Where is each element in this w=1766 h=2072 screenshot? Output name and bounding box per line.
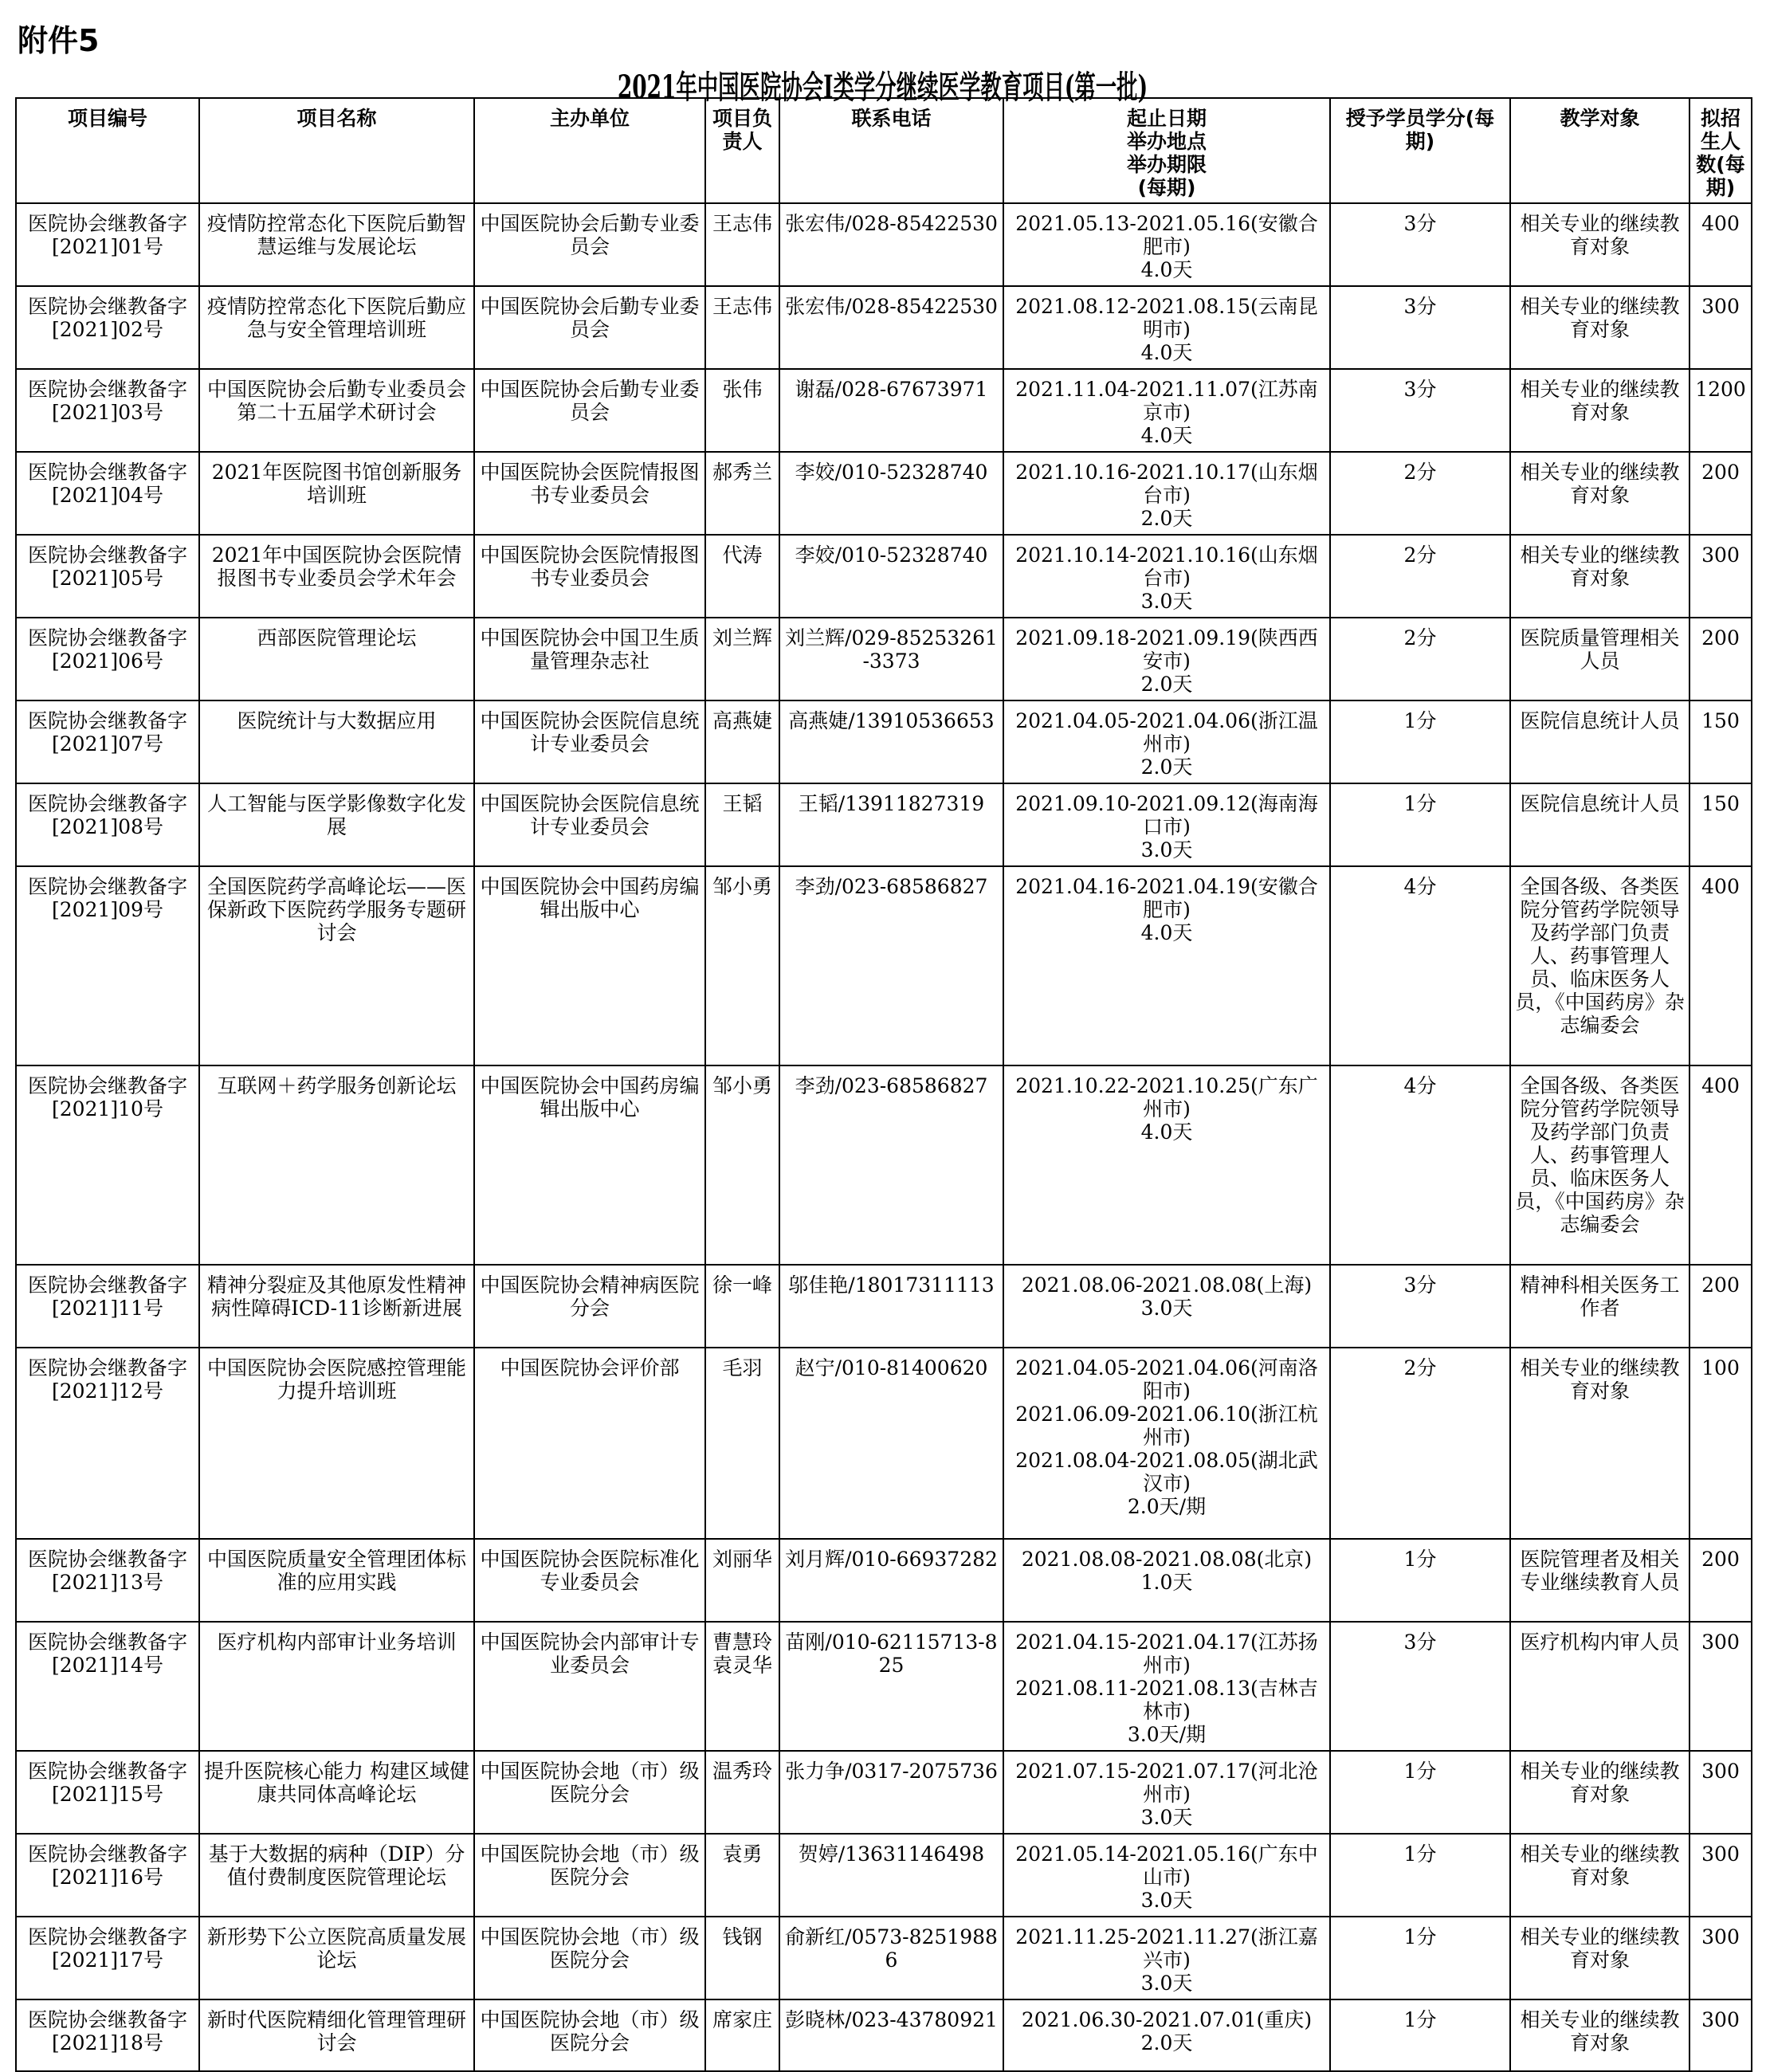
cell-dates: 2021.06.30-2021.07.01(重庆) 2.0天 (1003, 1999, 1330, 2071)
cell-leader: 刘丽华 (705, 1539, 779, 1622)
cell-name: 人工智能与医学影像数字化发展 (199, 783, 474, 866)
cell-organizer: 中国医院协会地（市）级医院分会 (474, 1834, 705, 1917)
table-row (16, 1539, 1752, 1622)
cell-dates: 2021.11.04-2021.11.07(江苏南京市) 4.0天 (1003, 369, 1330, 452)
cell-leader: 邹小勇 (705, 866, 779, 1065)
cell-target: 医疗机构内审人员 (1510, 1622, 1689, 1751)
header-name: 项目名称 (199, 98, 474, 203)
cell-code: 医院协会继教备字[2021]08号 (16, 783, 199, 866)
cell-dates: 2021.08.08-2021.08.08(北京) 1.0天 (1003, 1539, 1330, 1622)
cell-name: 全国医院药学高峰论坛——医保新政下医院药学服务专题研讨会 (199, 866, 474, 1065)
cell-phone: 张力争/0317-2075736 (779, 1751, 1003, 1834)
cell-credits: 1分 (1330, 1751, 1510, 1834)
cell-dates: 2021.08.12-2021.08.15(云南昆明市) 4.0天 (1003, 286, 1330, 369)
table-row (16, 1751, 1752, 1834)
cell-credits: 4分 (1330, 866, 1510, 1065)
cell-organizer: 中国医院协会医院情报图书专业委员会 (474, 535, 705, 618)
cell-code: 医院协会继教备字[2021]05号 (16, 535, 199, 618)
cell-enroll: 300 (1689, 1999, 1752, 2071)
cell-leader: 邹小勇 (705, 1065, 779, 1265)
cell-phone: 刘兰辉/029-85253261-3373 (779, 618, 1003, 700)
cell-organizer: 中国医院协会地（市）级医院分会 (474, 1999, 705, 2071)
cell-name: 中国医院协会后勤专业委员会第二十五届学术研讨会 (199, 369, 474, 452)
cell-dates: 2021.04.15-2021.04.17(江苏扬州市) 2021.08.11-2021.08.13(吉林吉林市) 3.0天/期 (1003, 1622, 1330, 1751)
cell-code: 医院协会继教备字[2021]09号 (16, 866, 199, 1065)
cell-name: 医疗机构内部审计业务培训 (199, 1622, 474, 1751)
cell-enroll: 150 (1689, 783, 1752, 866)
cell-dates: 2021.10.14-2021.10.16(山东烟台市) 3.0天 (1003, 535, 1330, 618)
cell-code: 医院协会继教备字[2021]01号 (16, 203, 199, 286)
table-row (16, 452, 1752, 535)
cell-credits: 1分 (1330, 1834, 1510, 1917)
cell-target: 相关专业的继续教育对象 (1510, 1348, 1689, 1539)
cell-dates: 2021.11.25-2021.11.27(浙江嘉兴市) 3.0天 (1003, 1917, 1330, 1999)
table-row (16, 1999, 1752, 2071)
cell-phone: 赵宁/010-81400620 (779, 1348, 1003, 1539)
cell-target: 医院信息统计人员 (1510, 783, 1689, 866)
cell-organizer: 中国医院协会精神病医院分会 (474, 1265, 705, 1348)
table-row (16, 286, 1752, 369)
header-phone: 联系电话 (779, 98, 1003, 203)
cell-organizer: 中国医院协会医院信息统计专业委员会 (474, 700, 705, 783)
cell-name: 新形势下公立医院高质量发展论坛 (199, 1917, 474, 1999)
cell-organizer: 中国医院协会医院标准化专业委员会 (474, 1539, 705, 1622)
table-row (16, 700, 1752, 783)
table-row (16, 1348, 1752, 1539)
cell-organizer: 中国医院协会后勤专业委员会 (474, 203, 705, 286)
cell-credits: 3分 (1330, 1622, 1510, 1751)
cell-dates: 2021.04.05-2021.04.06(河南洛阳市) 2021.06.09-2021.06.10(浙江杭州市) 2021.08.04-2021.08.05(湖北武汉市) 2.0天/期 (1003, 1348, 1330, 1539)
cell-phone: 李劲/023-68586827 (779, 1065, 1003, 1265)
cell-phone: 贺婷/13631146498 (779, 1834, 1003, 1917)
cell-organizer: 中国医院协会医院信息统计专业委员会 (474, 783, 705, 866)
cell-dates: 2021.05.13-2021.05.16(安徽合肥市) 4.0天 (1003, 203, 1330, 286)
header-dates: 起止日期 举办地点 举办期限 (每期) (1003, 98, 1330, 203)
table-row (16, 1065, 1752, 1265)
attachment-label: 附件5 (18, 23, 100, 58)
project-table (15, 97, 1752, 2072)
cell-code: 医院协会继教备字[2021]17号 (16, 1917, 199, 1999)
document-title: 2021年中国医院协会I类学分继续医学教育项目(第一批) (617, 69, 1148, 106)
cell-phone: 刘月辉/010-66937282 (779, 1539, 1003, 1622)
cell-name: 西部医院管理论坛 (199, 618, 474, 700)
cell-organizer: 中国医院协会后勤专业委员会 (474, 369, 705, 452)
header-enroll: 拟招生人数(每期) (1689, 98, 1752, 203)
cell-target: 医院质量管理相关人员 (1510, 618, 1689, 700)
cell-code: 医院协会继教备字[2021]15号 (16, 1751, 199, 1834)
cell-name: 医院统计与大数据应用 (199, 700, 474, 783)
cell-code: 医院协会继教备字[2021]18号 (16, 1999, 199, 2071)
table-row (16, 618, 1752, 700)
cell-enroll: 1200 (1689, 369, 1752, 452)
cell-enroll: 100 (1689, 1348, 1752, 1539)
cell-leader: 王志伟 (705, 203, 779, 286)
cell-code: 医院协会继教备字[2021]11号 (16, 1265, 199, 1348)
cell-enroll: 150 (1689, 700, 1752, 783)
cell-target: 相关专业的继续教育对象 (1510, 1751, 1689, 1834)
cell-credits: 1分 (1330, 1539, 1510, 1622)
cell-enroll: 400 (1689, 203, 1752, 286)
cell-leader: 曹慧玲袁灵华 (705, 1622, 779, 1751)
cell-name: 新时代医院精细化管理管理研讨会 (199, 1999, 474, 2071)
cell-phone: 李姣/010-52328740 (779, 452, 1003, 535)
cell-code: 医院协会继教备字[2021]16号 (16, 1834, 199, 1917)
cell-organizer: 中国医院协会内部审计专业委员会 (474, 1622, 705, 1751)
cell-dates: 2021.07.15-2021.07.17(河北沧州市) 3.0天 (1003, 1751, 1330, 1834)
table-row (16, 783, 1752, 866)
cell-dates: 2021.05.14-2021.05.16(广东中山市) 3.0天 (1003, 1834, 1330, 1917)
cell-enroll: 200 (1689, 1539, 1752, 1622)
cell-enroll: 200 (1689, 618, 1752, 700)
cell-dates: 2021.08.06-2021.08.08(上海) 3.0天 (1003, 1265, 1330, 1348)
cell-enroll: 300 (1689, 1751, 1752, 1834)
cell-leader: 张伟 (705, 369, 779, 452)
table-row (16, 535, 1752, 618)
cell-enroll: 300 (1689, 1834, 1752, 1917)
cell-target: 相关专业的继续教育对象 (1510, 452, 1689, 535)
cell-dates: 2021.10.16-2021.10.17(山东烟台市) 2.0天 (1003, 452, 1330, 535)
cell-name: 提升医院核心能力 构建区域健康共同体高峰论坛 (199, 1751, 474, 1834)
cell-code: 医院协会继教备字[2021]07号 (16, 700, 199, 783)
cell-enroll: 300 (1689, 535, 1752, 618)
table-body (16, 203, 1752, 2071)
cell-name: 互联网＋药学服务创新论坛 (199, 1065, 474, 1265)
cell-name: 中国医院质量安全管理团体标准的应用实践 (199, 1539, 474, 1622)
cell-name: 基于大数据的病种（DIP）分值付费制度医院管理论坛 (199, 1834, 474, 1917)
cell-credits: 2分 (1330, 535, 1510, 618)
cell-organizer: 中国医院协会中国卫生质量管理杂志社 (474, 618, 705, 700)
cell-code: 医院协会继教备字[2021]03号 (16, 369, 199, 452)
cell-phone: 邬佳艳/18017311113 (779, 1265, 1003, 1348)
cell-enroll: 300 (1689, 1622, 1752, 1751)
cell-target: 相关专业的继续教育对象 (1510, 1834, 1689, 1917)
cell-leader: 王韬 (705, 783, 779, 866)
cell-leader: 高燕婕 (705, 700, 779, 783)
cell-code: 医院协会继教备字[2021]06号 (16, 618, 199, 700)
cell-name: 2021年医院图书馆创新服务培训班 (199, 452, 474, 535)
cell-leader: 代涛 (705, 535, 779, 618)
cell-target: 医院管理者及相关专业继续教育人员 (1510, 1539, 1689, 1622)
cell-leader: 郝秀兰 (705, 452, 779, 535)
cell-phone: 彭晓林/023-43780921 (779, 1999, 1003, 2071)
cell-organizer: 中国医院协会地（市）级医院分会 (474, 1751, 705, 1834)
header-leader: 项目负责人 (705, 98, 779, 203)
cell-name: 疫情防控常态化下医院后勤智慧运维与发展论坛 (199, 203, 474, 286)
cell-leader: 毛羽 (705, 1348, 779, 1539)
cell-credits: 3分 (1330, 1265, 1510, 1348)
cell-leader: 席家庄 (705, 1999, 779, 2071)
cell-phone: 张宏伟/028-85422530 (779, 203, 1003, 286)
cell-credits: 1分 (1330, 700, 1510, 783)
cell-organizer: 中国医院协会地（市）级医院分会 (474, 1917, 705, 1999)
cell-leader: 钱钢 (705, 1917, 779, 1999)
cell-organizer: 中国医院协会医院情报图书专业委员会 (474, 452, 705, 535)
cell-name: 2021年中国医院协会医院情报图书专业委员会学术年会 (199, 535, 474, 618)
cell-target: 相关专业的继续教育对象 (1510, 535, 1689, 618)
cell-code: 医院协会继教备字[2021]12号 (16, 1348, 199, 1539)
table-row (16, 1265, 1752, 1348)
cell-target: 全国各级、各类医院分管药学院领导及药学部门负责人、药事管理人员、临床医务人员，《中国药房》杂志编委会 (1510, 866, 1689, 1065)
cell-name: 疫情防控常态化下医院后勤应急与安全管理培训班 (199, 286, 474, 369)
cell-dates: 2021.09.18-2021.09.19(陕西西安市) 2.0天 (1003, 618, 1330, 700)
cell-credits: 3分 (1330, 203, 1510, 286)
cell-target: 相关专业的继续教育对象 (1510, 369, 1689, 452)
cell-phone: 王韬/13911827319 (779, 783, 1003, 866)
table-row (16, 866, 1752, 1065)
cell-phone: 俞新红/0573-82519886 (779, 1917, 1003, 1999)
cell-phone: 高燕婕/13910536653 (779, 700, 1003, 783)
cell-organizer: 中国医院协会评价部 (474, 1348, 705, 1539)
cell-dates: 2021.04.05-2021.04.06(浙江温州市) 2.0天 (1003, 700, 1330, 783)
cell-leader: 刘兰辉 (705, 618, 779, 700)
cell-target: 医院信息统计人员 (1510, 700, 1689, 783)
header-target: 教学对象 (1510, 98, 1689, 203)
cell-leader: 王志伟 (705, 286, 779, 369)
cell-target: 相关专业的继续教育对象 (1510, 286, 1689, 369)
header-row (16, 98, 1752, 203)
cell-enroll: 200 (1689, 1265, 1752, 1348)
cell-credits: 2分 (1330, 1348, 1510, 1539)
cell-credits: 1分 (1330, 1999, 1510, 2071)
cell-credits: 3分 (1330, 286, 1510, 369)
cell-credits: 3分 (1330, 369, 1510, 452)
cell-organizer: 中国医院协会后勤专业委员会 (474, 286, 705, 369)
cell-phone: 张宏伟/028-85422530 (779, 286, 1003, 369)
cell-leader: 徐一峰 (705, 1265, 779, 1348)
cell-enroll: 200 (1689, 452, 1752, 535)
cell-dates: 2021.10.22-2021.10.25(广东广州市) 4.0天 (1003, 1065, 1330, 1265)
table-row (16, 203, 1752, 286)
cell-enroll: 400 (1689, 866, 1752, 1065)
cell-dates: 2021.09.10-2021.09.12(海南海口市) 3.0天 (1003, 783, 1330, 866)
header-organizer: 主办单位 (474, 98, 705, 203)
cell-organizer: 中国医院协会中国药房编辑出版中心 (474, 866, 705, 1065)
cell-code: 医院协会继教备字[2021]10号 (16, 1065, 199, 1265)
cell-enroll: 300 (1689, 1917, 1752, 1999)
table-row (16, 1917, 1752, 1999)
cell-code: 医院协会继教备字[2021]02号 (16, 286, 199, 369)
table-row (16, 369, 1752, 452)
cell-leader: 温秀玲 (705, 1751, 779, 1834)
header-code: 项目编号 (16, 98, 199, 203)
cell-phone: 苗刚/010-62115713-825 (779, 1622, 1003, 1751)
cell-credits: 1分 (1330, 1917, 1510, 1999)
cell-target: 相关专业的继续教育对象 (1510, 1999, 1689, 2071)
cell-leader: 袁勇 (705, 1834, 779, 1917)
cell-target: 全国各级、各类医院分管药学院领导及药学部门负责人、药事管理人员、临床医务人员，《中国药房》杂志编委会 (1510, 1065, 1689, 1265)
table-row (16, 1834, 1752, 1917)
cell-credits: 2分 (1330, 618, 1510, 700)
cell-dates: 2021.04.16-2021.04.19(安徽合肥市) 4.0天 (1003, 866, 1330, 1065)
cell-credits: 2分 (1330, 452, 1510, 535)
header-credits: 授予学员学分(每期) (1330, 98, 1510, 203)
cell-code: 医院协会继教备字[2021]14号 (16, 1622, 199, 1751)
cell-target: 相关专业的继续教育对象 (1510, 203, 1689, 286)
cell-target: 精神科相关医务工作者 (1510, 1265, 1689, 1348)
cell-phone: 李姣/010-52328740 (779, 535, 1003, 618)
cell-enroll: 400 (1689, 1065, 1752, 1265)
cell-target: 相关专业的继续教育对象 (1510, 1917, 1689, 1999)
cell-enroll: 300 (1689, 286, 1752, 369)
cell-name: 精神分裂症及其他原发性精神病性障碍ICD-11诊断新进展 (199, 1265, 474, 1348)
cell-phone: 谢磊/028-67673971 (779, 369, 1003, 452)
cell-credits: 1分 (1330, 783, 1510, 866)
cell-credits: 4分 (1330, 1065, 1510, 1265)
cell-phone: 李劲/023-68586827 (779, 866, 1003, 1065)
cell-code: 医院协会继教备字[2021]04号 (16, 452, 199, 535)
table-row (16, 1622, 1752, 1751)
cell-organizer: 中国医院协会中国药房编辑出版中心 (474, 1065, 705, 1265)
cell-code: 医院协会继教备字[2021]13号 (16, 1539, 199, 1622)
cell-name: 中国医院协会医院感控管理能力提升培训班 (199, 1348, 474, 1539)
